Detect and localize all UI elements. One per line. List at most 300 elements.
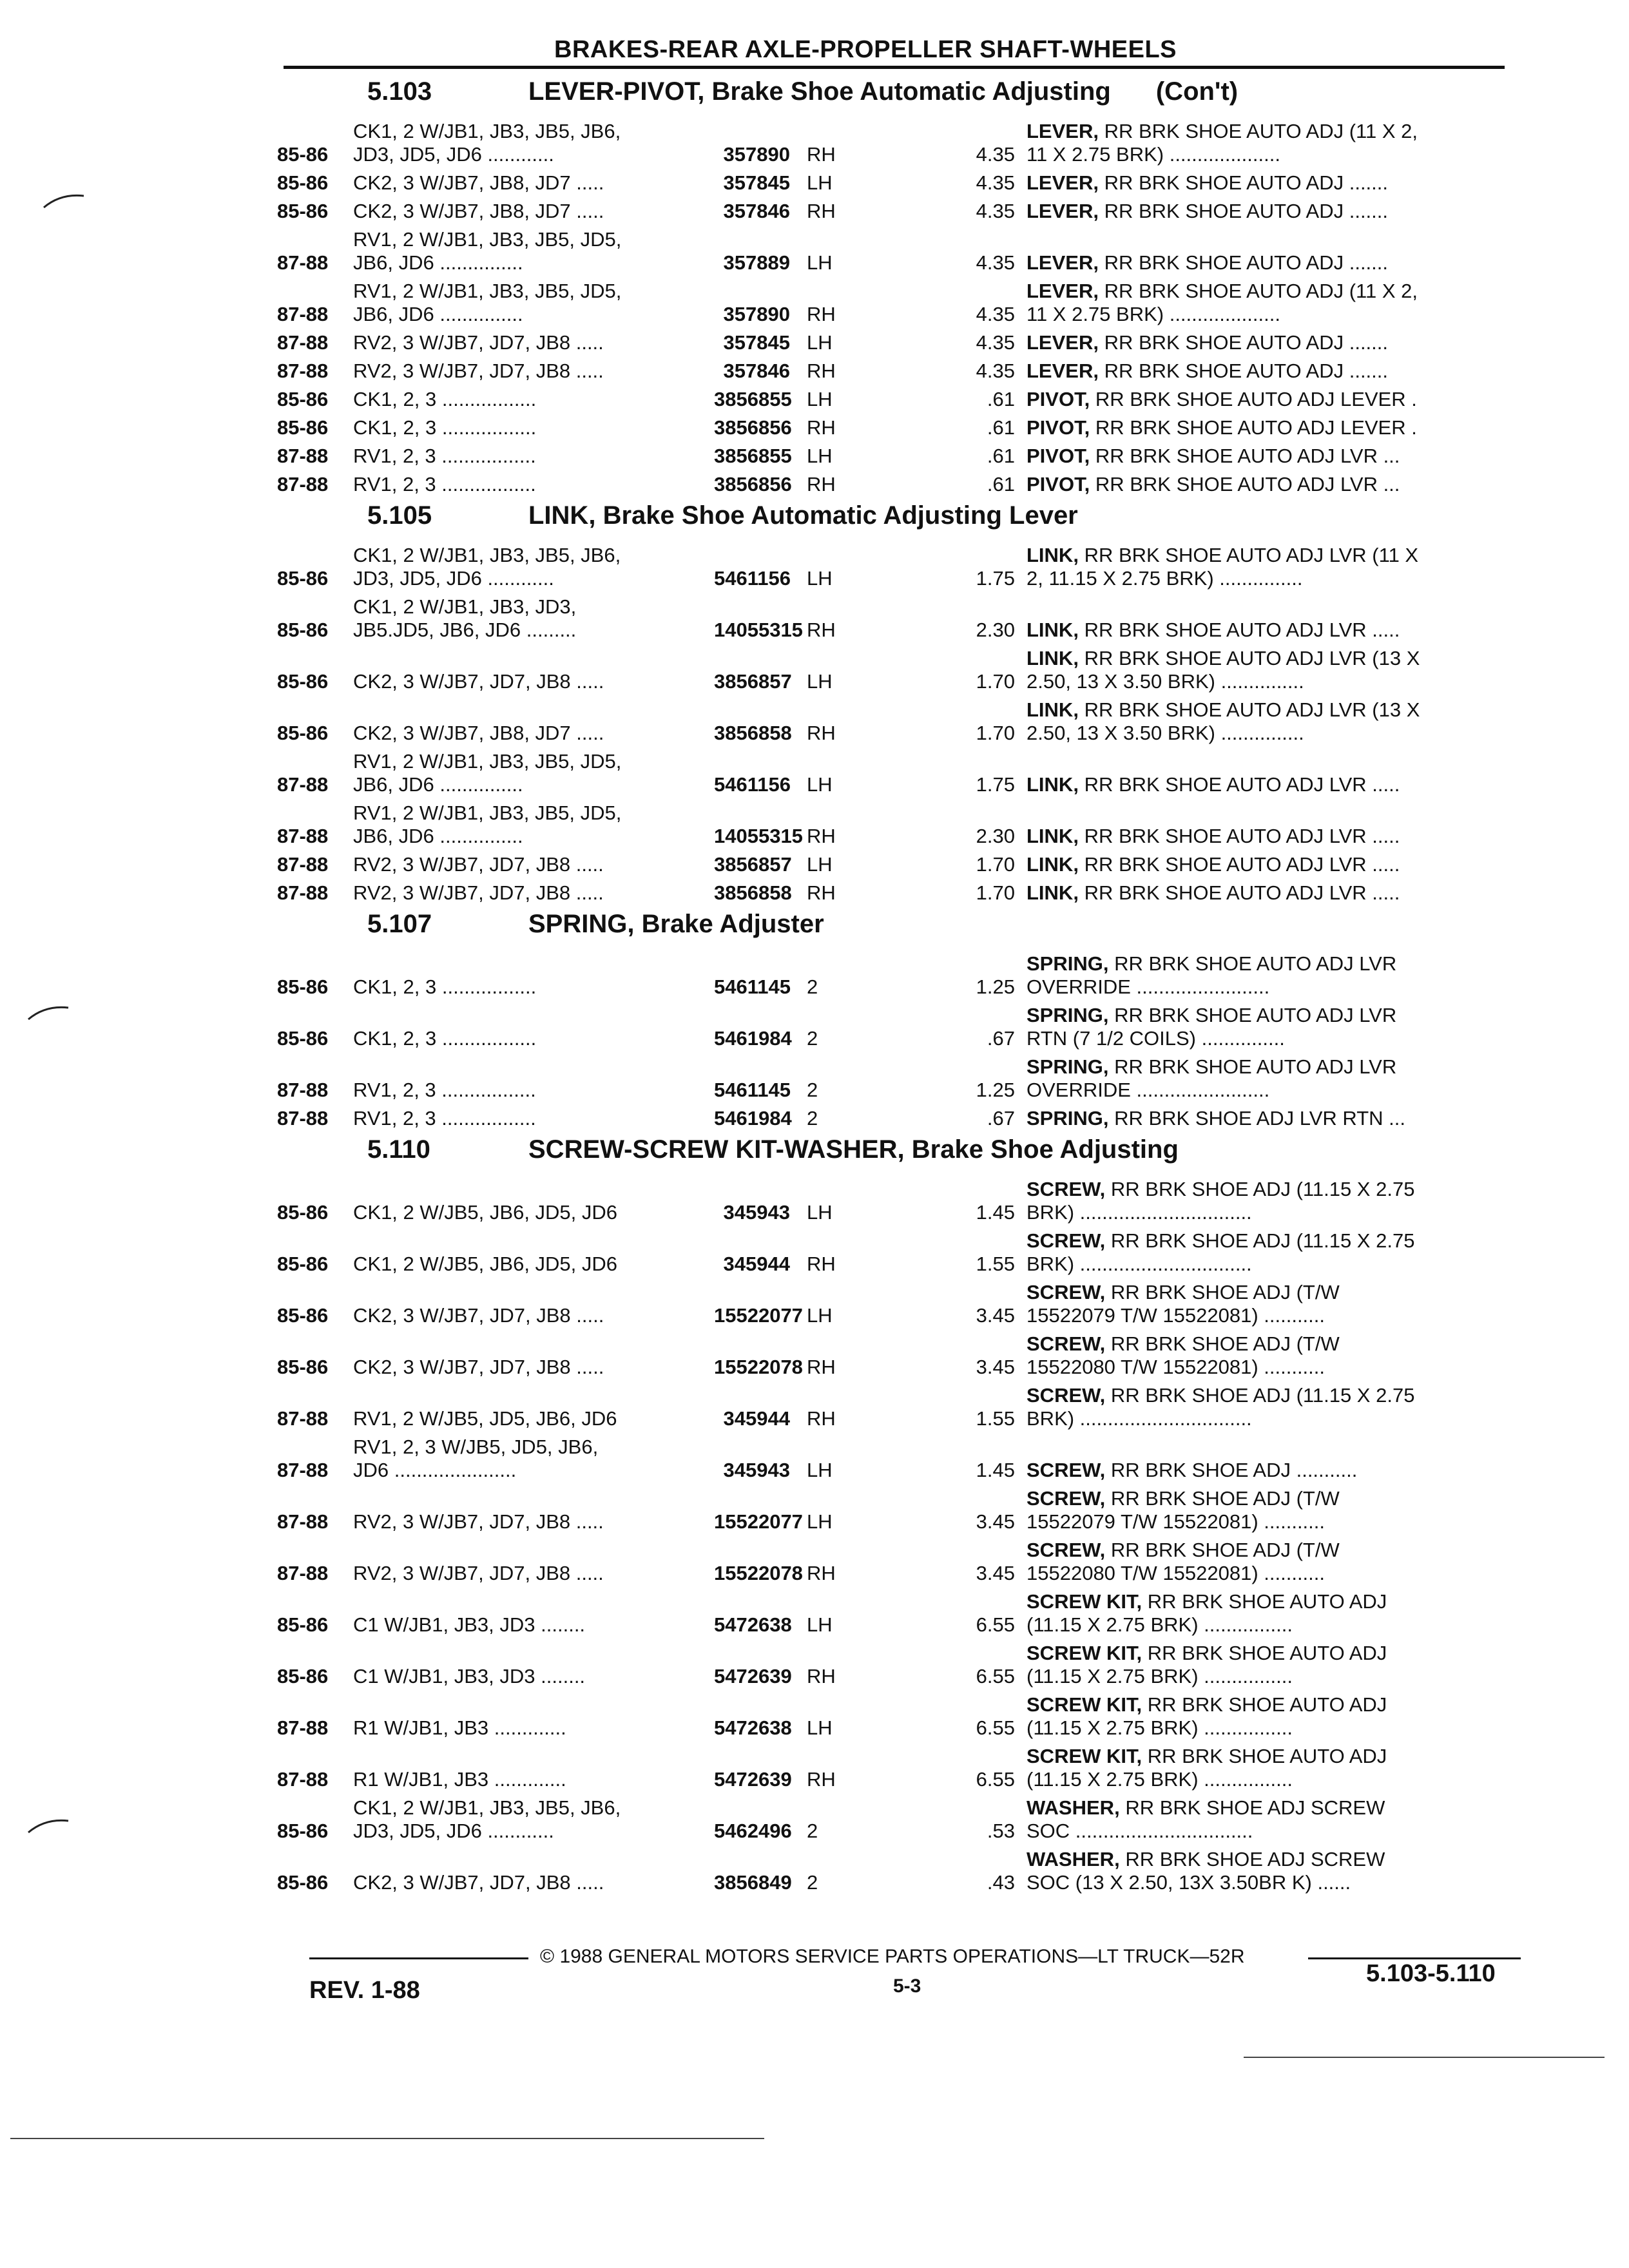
model-years: 87-88 bbox=[277, 445, 329, 467]
model-years: 85-86 bbox=[277, 1871, 329, 1894]
part-row bbox=[277, 473, 1527, 496]
part-number: 5461145 bbox=[714, 1079, 791, 1101]
side-or-qty: LH bbox=[807, 853, 833, 876]
part-name: SCREW KIT, bbox=[1027, 1745, 1142, 1767]
application: RV2, 3 W/JB7, JD7, JB8 ..... bbox=[353, 881, 604, 904]
side-or-qty: RH bbox=[807, 1356, 836, 1378]
part-number: 357890 bbox=[723, 303, 790, 325]
section-title bbox=[528, 77, 1111, 106]
part-name: LEVER, bbox=[1027, 331, 1099, 354]
model-years: 85-86 bbox=[277, 171, 329, 194]
part-name: LEVER, bbox=[1027, 120, 1099, 142]
application: CK1, 2, 3 ................. bbox=[353, 1027, 537, 1050]
model-years: 85-86 bbox=[277, 722, 329, 744]
description bbox=[1027, 1332, 1500, 1379]
model-years: 87-88 bbox=[277, 773, 329, 796]
side-or-qty: LH bbox=[807, 773, 833, 796]
application: CK2, 3 W/JB7, JB8, JD7 ..... bbox=[353, 171, 604, 194]
part-name: SPRING, bbox=[1027, 952, 1109, 975]
price: .61 bbox=[987, 388, 1015, 410]
section-heading bbox=[277, 1135, 1527, 1173]
price: 1.70 bbox=[976, 722, 1015, 744]
part-name: SCREW, bbox=[1027, 1487, 1106, 1510]
side-or-qty: 2 bbox=[807, 1079, 818, 1101]
application: CK1, 2, 3 ................. bbox=[353, 975, 537, 998]
description bbox=[1027, 1384, 1500, 1430]
description bbox=[1027, 388, 1500, 411]
part-number: 5461984 bbox=[714, 1107, 792, 1129]
application: R1 W/JB1, JB3 ............. bbox=[353, 1768, 566, 1791]
section-heading bbox=[277, 77, 1527, 115]
description bbox=[1027, 1459, 1500, 1482]
description bbox=[1027, 251, 1500, 274]
part-row bbox=[277, 853, 1527, 876]
part-description: RR BRK SHOE AUTO ADJ LVR OVERRIDE ........................ bbox=[1027, 952, 1397, 998]
section-title-main: LEVER-PIVOT, bbox=[528, 77, 705, 106]
application: CK1, 2 W/JB1, JB3, JD3, JB5.JD5, JB6, JD6 ......... bbox=[353, 595, 577, 641]
part-name: WASHER, bbox=[1027, 1796, 1120, 1819]
part-description: RR BRK SHOE AUTO ADJ (11 X 2, 11 X 2.75 BRK) .................... bbox=[1027, 280, 1418, 325]
price: 3.45 bbox=[976, 1510, 1015, 1533]
part-description: RR BRK SHOE AUTO ADJ LVR ..... bbox=[1084, 853, 1400, 876]
part-name: LINK, bbox=[1027, 647, 1079, 669]
part-row bbox=[277, 331, 1527, 354]
model-years: 85-86 bbox=[277, 416, 329, 439]
model-years: 87-88 bbox=[277, 473, 329, 495]
side-or-qty: LH bbox=[807, 445, 833, 467]
side-or-qty: LH bbox=[807, 251, 833, 274]
description bbox=[1027, 171, 1500, 195]
part-description: RR BRK SHOE AUTO ADJ LVR (11 X 2, 11.15 X 2.75 BRK) ............... bbox=[1027, 544, 1419, 590]
part-name: SPRING, bbox=[1027, 1004, 1109, 1026]
part-row bbox=[277, 1384, 1527, 1430]
section-title bbox=[528, 910, 824, 939]
model-years: 85-86 bbox=[277, 388, 329, 410]
application: CK1, 2 W/JB5, JB6, JD5, JD6 bbox=[353, 1201, 618, 1224]
part-number: 15522078 bbox=[714, 1562, 803, 1584]
parts-listing bbox=[277, 77, 1527, 1894]
part-description: RR BRK SHOE ADJ SCREW SOC ................................ bbox=[1027, 1796, 1385, 1842]
part-description: RR BRK SHOE ADJ (T/W 15522079 T/W 15522081) ........... bbox=[1027, 1487, 1340, 1533]
model-years: 87-88 bbox=[277, 1107, 329, 1129]
application: CK1, 2 W/JB1, JB3, JB5, JB6, JD3, JD5, JD6 ............ bbox=[353, 1796, 621, 1842]
binder-hole-mark-icon bbox=[26, 1003, 71, 1022]
part-description: RR BRK SHOE AUTO ADJ LEVER . bbox=[1095, 388, 1417, 410]
part-name: LEVER, bbox=[1027, 280, 1099, 302]
description bbox=[1027, 881, 1500, 905]
part-description: RR BRK SHOE AUTO ADJ LVR ..... bbox=[1084, 825, 1400, 847]
description bbox=[1027, 280, 1500, 326]
part-name: SCREW, bbox=[1027, 1384, 1106, 1407]
part-name: LINK, bbox=[1027, 853, 1079, 876]
part-row bbox=[277, 388, 1527, 411]
part-row bbox=[277, 1332, 1527, 1379]
part-row bbox=[277, 1796, 1527, 1843]
part-description: RR BRK SHOE AUTO ADJ (11.15 X 2.75 BRK) ................ bbox=[1027, 1642, 1387, 1687]
application: RV1, 2, 3 ................. bbox=[353, 1107, 536, 1129]
side-or-qty: RH bbox=[807, 722, 836, 744]
part-name: LEVER, bbox=[1027, 360, 1099, 382]
part-row bbox=[277, 1281, 1527, 1327]
part-description: RR BRK SHOE ADJ (T/W 15522080 T/W 15522081) ........... bbox=[1027, 1332, 1340, 1378]
description bbox=[1027, 1693, 1500, 1740]
part-description: RR BRK SHOE ADJ ........... bbox=[1110, 1459, 1358, 1481]
part-row bbox=[277, 1004, 1527, 1050]
description bbox=[1027, 1004, 1500, 1050]
part-row bbox=[277, 171, 1527, 195]
section-title bbox=[528, 501, 1078, 530]
section-number: 5.107 bbox=[367, 910, 432, 938]
price: 3.45 bbox=[976, 1356, 1015, 1378]
model-years: 85-86 bbox=[277, 1253, 329, 1275]
part-number: 3856856 bbox=[714, 416, 792, 439]
part-name: SCREW KIT, bbox=[1027, 1693, 1142, 1716]
section-title-main: LINK, bbox=[528, 501, 596, 530]
part-row bbox=[277, 750, 1527, 796]
model-years: 87-88 bbox=[277, 1562, 329, 1584]
scan-edge-rule-left bbox=[10, 2138, 764, 2139]
part-description: RR BRK SHOE ADJ (11.15 X 2.75 BRK) ............................... bbox=[1027, 1384, 1415, 1430]
part-name: LINK, bbox=[1027, 881, 1079, 904]
description bbox=[1027, 1281, 1500, 1327]
application: CK1, 2, 3 ................. bbox=[353, 388, 537, 410]
price: 4.35 bbox=[976, 331, 1015, 354]
part-name: PIVOT, bbox=[1027, 388, 1090, 410]
price: 1.75 bbox=[976, 567, 1015, 590]
price: 1.45 bbox=[976, 1201, 1015, 1224]
part-name: LINK, bbox=[1027, 619, 1079, 641]
price: .61 bbox=[987, 445, 1015, 467]
application: CK2, 3 W/JB7, JB8, JD7 ..... bbox=[353, 200, 604, 222]
application: CK2, 3 W/JB7, JD7, JB8 ..... bbox=[353, 1304, 604, 1327]
side-or-qty: RH bbox=[807, 416, 836, 439]
part-row bbox=[277, 1055, 1527, 1102]
part-description: RR BRK SHOE AUTO ADJ ....... bbox=[1104, 360, 1389, 382]
part-description: RR BRK SHOE AUTO ADJ LVR ..... bbox=[1084, 881, 1400, 904]
description bbox=[1027, 1745, 1500, 1791]
part-number: 3856857 bbox=[714, 853, 792, 876]
part-row bbox=[277, 802, 1527, 848]
model-years: 85-86 bbox=[277, 1201, 329, 1224]
part-name: LINK, bbox=[1027, 773, 1079, 796]
application: RV1, 2 W/JB1, JB3, JB5, JD5, JB6, JD6 ............... bbox=[353, 750, 622, 796]
part-name: WASHER, bbox=[1027, 1848, 1120, 1870]
side-or-qty: LH bbox=[807, 1304, 833, 1327]
part-name: SCREW, bbox=[1027, 1539, 1106, 1561]
continued-label: (Con't) bbox=[1155, 77, 1239, 106]
part-name: LINK, bbox=[1027, 698, 1079, 721]
model-years: 87-88 bbox=[277, 331, 329, 354]
description bbox=[1027, 1107, 1500, 1130]
section-title-main: SCREW-SCREW KIT-WASHER, bbox=[528, 1135, 905, 1164]
description bbox=[1027, 473, 1500, 496]
part-row bbox=[277, 1539, 1527, 1585]
description bbox=[1027, 544, 1500, 590]
model-years: 85-86 bbox=[277, 1665, 329, 1687]
part-name: SCREW, bbox=[1027, 1229, 1106, 1252]
application: RV2, 3 W/JB7, JD7, JB8 ..... bbox=[353, 1510, 604, 1533]
part-description: RR BRK SHOE AUTO ADJ ....... bbox=[1104, 200, 1389, 222]
side-or-qty: RH bbox=[807, 1407, 836, 1430]
part-row bbox=[277, 200, 1527, 223]
catalog-section bbox=[277, 77, 1527, 496]
part-description: RR BRK SHOE ADJ LVR RTN ... bbox=[1114, 1107, 1405, 1129]
catalog-section bbox=[277, 910, 1527, 1130]
section-number: 5.105 bbox=[367, 501, 432, 530]
model-years: 87-88 bbox=[277, 1459, 329, 1481]
price: 6.55 bbox=[976, 1768, 1015, 1791]
price: 2.30 bbox=[976, 825, 1015, 847]
section-title-sub: Brake Shoe Automatic Adjusting Lever bbox=[602, 501, 1078, 530]
model-years: 87-88 bbox=[277, 825, 329, 847]
model-years: 85-86 bbox=[277, 1613, 329, 1636]
model-years: 87-88 bbox=[277, 251, 329, 274]
application: RV1, 2, 3 ................. bbox=[353, 1079, 536, 1101]
side-or-qty: 2 bbox=[807, 1871, 818, 1894]
part-description: RR BRK SHOE AUTO ADJ LVR RTN (7 1/2 COILS) ............... bbox=[1027, 1004, 1397, 1050]
price: 1.25 bbox=[976, 1079, 1015, 1101]
part-description: RR BRK SHOE AUTO ADJ LVR ..... bbox=[1084, 619, 1400, 641]
description bbox=[1027, 1055, 1500, 1102]
part-name: SCREW, bbox=[1027, 1332, 1106, 1355]
description bbox=[1027, 1590, 1500, 1637]
side-or-qty: LH bbox=[807, 567, 833, 590]
model-years: 85-86 bbox=[277, 1820, 329, 1842]
part-number: 14055315 bbox=[714, 825, 803, 847]
description bbox=[1027, 360, 1500, 383]
side-or-qty: LH bbox=[807, 171, 833, 194]
price: 1.75 bbox=[976, 773, 1015, 796]
side-or-qty: RH bbox=[807, 619, 836, 641]
price: 4.35 bbox=[976, 200, 1015, 222]
part-row bbox=[277, 881, 1527, 905]
scan-edge-rule-right bbox=[1244, 2057, 1605, 2058]
part-description: RR BRK SHOE AUTO ADJ (11.15 X 2.75 BRK) ................ bbox=[1027, 1745, 1387, 1791]
binder-hole-mark-icon bbox=[41, 191, 86, 210]
model-years: 85-86 bbox=[277, 1304, 329, 1327]
price: .67 bbox=[987, 1107, 1015, 1129]
application: RV2, 3 W/JB7, JD7, JB8 ..... bbox=[353, 1562, 604, 1584]
part-description: RR BRK SHOE AUTO ADJ (11.15 X 2.75 BRK) ................ bbox=[1027, 1590, 1387, 1636]
description bbox=[1027, 619, 1500, 642]
model-years: 87-88 bbox=[277, 303, 329, 325]
part-name: SCREW, bbox=[1027, 1459, 1106, 1481]
part-number: 345943 bbox=[723, 1459, 790, 1481]
part-number: 5472638 bbox=[714, 1716, 792, 1739]
part-description: RR BRK SHOE ADJ (T/W 15522079 T/W 15522081) ........... bbox=[1027, 1281, 1340, 1327]
side-or-qty: RH bbox=[807, 143, 836, 166]
part-number: 15522077 bbox=[714, 1304, 803, 1327]
side-or-qty: RH bbox=[807, 1665, 836, 1687]
part-description: RR BRK SHOE AUTO ADJ ....... bbox=[1104, 171, 1389, 194]
description bbox=[1027, 331, 1500, 354]
price: 1.55 bbox=[976, 1253, 1015, 1275]
side-or-qty: RH bbox=[807, 303, 836, 325]
price: 3.45 bbox=[976, 1304, 1015, 1327]
side-or-qty: LH bbox=[807, 1201, 833, 1224]
price: 1.45 bbox=[976, 1459, 1015, 1481]
description bbox=[1027, 1539, 1500, 1585]
catalog-section bbox=[277, 501, 1527, 905]
part-number: 5472639 bbox=[714, 1768, 792, 1791]
copyright-line: © 1988 GENERAL MOTORS SERVICE PARTS OPERATIONS—LT TRUCK—52R bbox=[540, 1946, 1245, 1967]
part-description: RR BRK SHOE ADJ (11.15 X 2.75 BRK) ............................... bbox=[1027, 1178, 1415, 1224]
part-row bbox=[277, 1590, 1527, 1637]
application: RV2, 3 W/JB7, JD7, JB8 ..... bbox=[353, 331, 604, 354]
side-or-qty: LH bbox=[807, 388, 833, 410]
part-description: RR BRK SHOE AUTO ADJ LVR (13 X 2.50, 13 X 3.50 BRK) ............... bbox=[1027, 698, 1420, 744]
part-number: 357845 bbox=[723, 331, 790, 354]
part-description: RR BRK SHOE ADJ (11.15 X 2.75 BRK) ............................... bbox=[1027, 1229, 1415, 1275]
part-name: SPRING, bbox=[1027, 1055, 1109, 1078]
part-number: 3856857 bbox=[714, 670, 792, 693]
model-years: 87-88 bbox=[277, 1510, 329, 1533]
part-description: RR BRK SHOE AUTO ADJ LVR ..... bbox=[1084, 773, 1400, 796]
part-description: RR BRK SHOE ADJ SCREW SOC (13 X 2.50, 13X 3.50BR K) ...... bbox=[1027, 1848, 1385, 1894]
model-years: 85-86 bbox=[277, 1027, 329, 1050]
part-row bbox=[277, 280, 1527, 326]
price: 6.55 bbox=[976, 1613, 1015, 1636]
part-row bbox=[277, 120, 1527, 166]
part-name: LINK, bbox=[1027, 544, 1079, 566]
description bbox=[1027, 416, 1500, 439]
page-number: 5-3 bbox=[893, 1975, 921, 1997]
description bbox=[1027, 1178, 1500, 1224]
part-number: 3856849 bbox=[714, 1871, 792, 1894]
part-row bbox=[277, 595, 1527, 642]
description bbox=[1027, 1796, 1500, 1843]
part-row bbox=[277, 1436, 1527, 1482]
application: RV2, 3 W/JB7, JD7, JB8 ..... bbox=[353, 853, 604, 876]
side-or-qty: LH bbox=[807, 1459, 833, 1481]
binder-hole-mark-icon bbox=[26, 1816, 71, 1835]
application: RV1, 2 W/JB1, JB3, JB5, JD5, JB6, JD6 ............... bbox=[353, 228, 622, 274]
price: 1.25 bbox=[976, 975, 1015, 998]
side-or-qty: RH bbox=[807, 1253, 836, 1275]
price: 6.55 bbox=[976, 1716, 1015, 1739]
part-row bbox=[277, 1745, 1527, 1791]
description bbox=[1027, 1642, 1500, 1688]
side-or-qty: RH bbox=[807, 200, 836, 222]
side-or-qty: LH bbox=[807, 670, 833, 693]
description bbox=[1027, 773, 1500, 796]
part-row bbox=[277, 1487, 1527, 1533]
part-name: SCREW, bbox=[1027, 1281, 1106, 1303]
part-number: 5461156 bbox=[714, 567, 791, 590]
description bbox=[1027, 1487, 1500, 1533]
model-years: 85-86 bbox=[277, 567, 329, 590]
application: C1 W/JB1, JB3, JD3 ........ bbox=[353, 1665, 586, 1687]
side-or-qty: LH bbox=[807, 1716, 833, 1739]
section-heading bbox=[277, 501, 1527, 539]
application: CK1, 2, 3 ................. bbox=[353, 416, 537, 439]
side-or-qty: RH bbox=[807, 360, 836, 382]
price: .67 bbox=[987, 1027, 1015, 1050]
model-years: 87-88 bbox=[277, 1716, 329, 1739]
part-number: 5472638 bbox=[714, 1613, 792, 1636]
price: .61 bbox=[987, 473, 1015, 495]
section-number: 5.103 bbox=[367, 77, 432, 106]
application: C1 W/JB1, JB3, JD3 ........ bbox=[353, 1613, 586, 1636]
part-name: LEVER, bbox=[1027, 251, 1099, 274]
footer-rule-left bbox=[309, 1957, 528, 1959]
part-row bbox=[277, 647, 1527, 693]
part-row bbox=[277, 228, 1527, 274]
side-or-qty: LH bbox=[807, 331, 833, 354]
description bbox=[1027, 853, 1500, 876]
part-number: 345943 bbox=[723, 1201, 790, 1224]
price: .61 bbox=[987, 416, 1015, 439]
part-row bbox=[277, 698, 1527, 745]
part-number: 15522077 bbox=[714, 1510, 803, 1533]
side-or-qty: RH bbox=[807, 1562, 836, 1584]
section-number: 5.110 bbox=[367, 1135, 430, 1164]
part-description: RR BRK SHOE AUTO ADJ (11 X 2, 11 X 2.75 BRK) .................... bbox=[1027, 120, 1418, 166]
part-row bbox=[277, 1693, 1527, 1740]
part-number: 5462496 bbox=[714, 1820, 792, 1842]
price: .53 bbox=[987, 1820, 1015, 1842]
part-description: RR BRK SHOE AUTO ADJ ....... bbox=[1104, 331, 1389, 354]
model-years: 87-88 bbox=[277, 360, 329, 382]
part-number: 357890 bbox=[723, 143, 790, 166]
price: 4.35 bbox=[976, 251, 1015, 274]
section-title-sub: Brake Shoe Automatic Adjusting bbox=[711, 77, 1111, 106]
part-description: RR BRK SHOE AUTO ADJ LVR ... bbox=[1095, 445, 1400, 467]
model-years: 85-86 bbox=[277, 143, 329, 166]
side-or-qty: RH bbox=[807, 473, 836, 495]
application: RV1, 2, 3 W/JB5, JD5, JB6, JD6 ...................... bbox=[353, 1436, 599, 1481]
part-number: 357846 bbox=[723, 360, 790, 382]
price: .43 bbox=[987, 1871, 1015, 1894]
part-name: LEVER, bbox=[1027, 200, 1099, 222]
footer-rule-right bbox=[1308, 1957, 1521, 1959]
part-number: 3856856 bbox=[714, 473, 792, 495]
part-row bbox=[277, 1642, 1527, 1688]
part-name: SCREW KIT, bbox=[1027, 1642, 1142, 1664]
application: CK2, 3 W/JB7, JD7, JB8 ..... bbox=[353, 670, 604, 693]
section-range: 5.103-5.110 bbox=[1366, 1960, 1496, 1987]
part-number: 15522078 bbox=[714, 1356, 803, 1378]
side-or-qty: RH bbox=[807, 825, 836, 847]
application: RV1, 2 W/JB5, JD5, JB6, JD6 bbox=[353, 1407, 617, 1430]
part-number: 3856858 bbox=[714, 722, 792, 744]
model-years: 87-88 bbox=[277, 1079, 329, 1101]
part-number: 3856858 bbox=[714, 881, 792, 904]
description bbox=[1027, 1229, 1500, 1276]
catalog-section bbox=[277, 1135, 1527, 1894]
application: CK2, 3 W/JB7, JD7, JB8 ..... bbox=[353, 1871, 604, 1894]
model-years: 87-88 bbox=[277, 1407, 329, 1430]
part-name: SCREW, bbox=[1027, 1178, 1106, 1200]
part-number: 3856855 bbox=[714, 445, 792, 467]
part-row bbox=[277, 1229, 1527, 1276]
part-description: RR BRK SHOE ADJ (T/W 15522080 T/W 15522081) ........... bbox=[1027, 1539, 1340, 1584]
description bbox=[1027, 1848, 1500, 1894]
side-or-qty: RH bbox=[807, 881, 836, 904]
application: RV1, 2 W/JB1, JB3, JB5, JD5, JB6, JD6 ............... bbox=[353, 280, 622, 325]
part-row bbox=[277, 445, 1527, 468]
model-years: 85-86 bbox=[277, 975, 329, 998]
part-row bbox=[277, 1107, 1527, 1130]
running-title: BRAKES-REAR AXLE-PROPELLER SHAFT-WHEELS bbox=[554, 36, 1177, 63]
side-or-qty: LH bbox=[807, 1613, 833, 1636]
side-or-qty: 2 bbox=[807, 1027, 818, 1050]
part-name: PIVOT, bbox=[1027, 473, 1090, 495]
part-number: 5461984 bbox=[714, 1027, 792, 1050]
price: 3.45 bbox=[976, 1562, 1015, 1584]
side-or-qty: 2 bbox=[807, 975, 818, 998]
description bbox=[1027, 952, 1500, 999]
